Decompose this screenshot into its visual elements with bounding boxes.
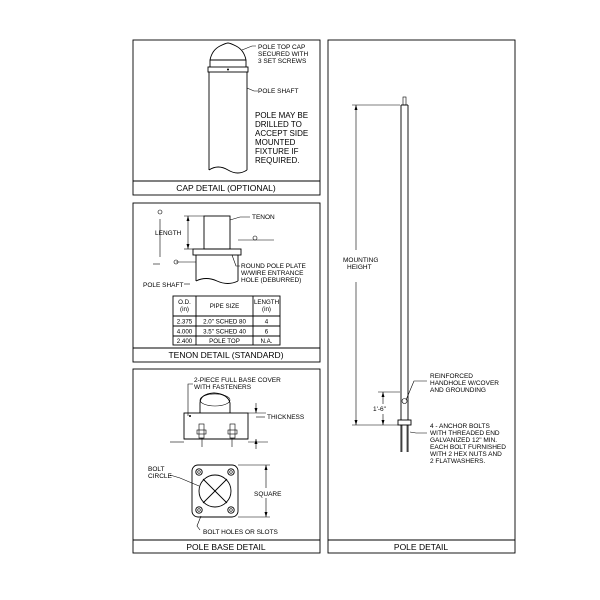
cap-note-line-3: 3 SET SCREWS xyxy=(258,58,307,65)
cap-detail-title: CAP DETAIL (OPTIONAL) xyxy=(176,183,276,193)
thickness-label: THICKNESS xyxy=(267,414,305,421)
pole-detail-title: POLE DETAIL xyxy=(393,542,449,552)
anchor-note-line-4: EACH BOLT FURNISHED xyxy=(430,444,506,451)
pole-labels xyxy=(343,257,506,465)
table-cell: 4 xyxy=(264,318,269,326)
drill-note-line-4: MOUNTED xyxy=(255,138,296,147)
cap-note-line-2: SECURED WITH xyxy=(258,51,309,58)
cover-note-line-2: WITH FASTENERS xyxy=(194,384,252,391)
base-cover-elevation xyxy=(170,393,268,447)
square-label: SQUARE xyxy=(254,491,282,498)
drill-note-text xyxy=(255,111,308,165)
length-label: LENGTH xyxy=(155,230,182,237)
tenon-detail-title: TENON DETAIL (STANDARD) xyxy=(168,350,284,360)
handhole-note-line-3: AND GROUNDING xyxy=(430,387,486,394)
table-header-length: LENGTH xyxy=(253,299,280,306)
drill-note-line-1: POLE MAY BE xyxy=(255,111,309,120)
table-header-od-unit: (in) xyxy=(180,306,189,313)
cap-note-line-1: POLE TOP CAP xyxy=(258,44,306,51)
table-cell: 3.5" SCHED 40 xyxy=(203,328,246,336)
pole-elevation xyxy=(398,97,411,452)
cap-shaft-label: POLE SHAFT xyxy=(258,88,299,95)
drill-note-line-2: DRILLED TO xyxy=(255,120,302,129)
handhole-note-line-1: REINFORCED xyxy=(430,373,473,380)
bolt-hole xyxy=(228,469,234,475)
handhole-dim-label: 1'-6" xyxy=(373,406,386,413)
table-cell: N.A. xyxy=(260,338,273,345)
cap-pole-shaft xyxy=(209,72,247,173)
table-cell: 2.400 xyxy=(176,338,193,345)
mounting-label-line-2: HEIGHT xyxy=(347,264,372,271)
tenon-table-text xyxy=(177,299,279,345)
anchor-note-line-3: GALVANIZED 12" MIN. xyxy=(430,437,498,444)
base-labels xyxy=(148,377,305,536)
drill-note-line-6: REQUIRED. xyxy=(255,156,300,165)
plate-note-line-3: HOLE (DEBURRED) xyxy=(241,277,302,284)
table-cell: 4.000 xyxy=(176,328,193,336)
table-cell: POLE TOP xyxy=(209,338,240,345)
bolt-holes-label: BOLT HOLES OR SLOTS xyxy=(203,529,278,536)
tenon-labels xyxy=(143,214,307,289)
table-cell: 2.375 xyxy=(176,318,193,326)
tenon-shaft-label: POLE SHAFT xyxy=(143,282,184,289)
plate-note-line-2: W/WIRE ENTRANCE xyxy=(241,270,304,277)
base-plate-plan xyxy=(192,465,238,517)
pole-top-cap xyxy=(208,43,248,72)
anchor-note-line-1: 4 - ANCHOR BOLTS xyxy=(430,423,490,430)
drill-note-line-3: ACCEPT SIDE xyxy=(255,129,309,138)
anchor-note-line-2: WITH THREADED END xyxy=(430,430,500,437)
tenon-dimension xyxy=(184,216,204,249)
table-header-od: O.D. xyxy=(178,299,191,306)
cap-note-text xyxy=(258,44,309,95)
drill-note-line-5: FIXTURE IF xyxy=(255,147,299,156)
bolt-hole xyxy=(196,469,202,475)
bolt-circle-label-line-2: CIRCLE xyxy=(148,473,172,480)
bolt-hole xyxy=(228,507,234,513)
anchor-note-line-5: WITH 2 HEX NUTS AND xyxy=(430,451,502,458)
cap-leader-lines xyxy=(242,46,258,91)
handhole-note-line-2: HANDHOLE W/COVER xyxy=(430,380,499,387)
bolt-hole xyxy=(196,507,202,513)
table-header-length-unit: (in) xyxy=(262,306,271,313)
bolt-circle-leader xyxy=(170,475,201,530)
tenon-label: TENON xyxy=(252,214,275,221)
cover-note-line-1: 2-PIECE FULL BASE COVER xyxy=(194,377,281,384)
mounting-label-line-1: MOUNTING xyxy=(343,257,379,264)
bolt-circle-label-line-1: BOLT xyxy=(148,466,165,473)
base-detail-title: POLE BASE DETAIL xyxy=(186,542,266,552)
plate-note-line-1: ROUND POLE PLATE xyxy=(241,263,306,270)
tenon-graphic xyxy=(193,216,241,284)
anchor-note-line-6: 2 FLATWASHERS. xyxy=(430,458,486,465)
table-cell: 2.0" SCHED 80 xyxy=(203,318,246,326)
table-cell: 6 xyxy=(264,328,269,336)
table-header-pipe-size: PIPE SIZE xyxy=(209,303,240,310)
